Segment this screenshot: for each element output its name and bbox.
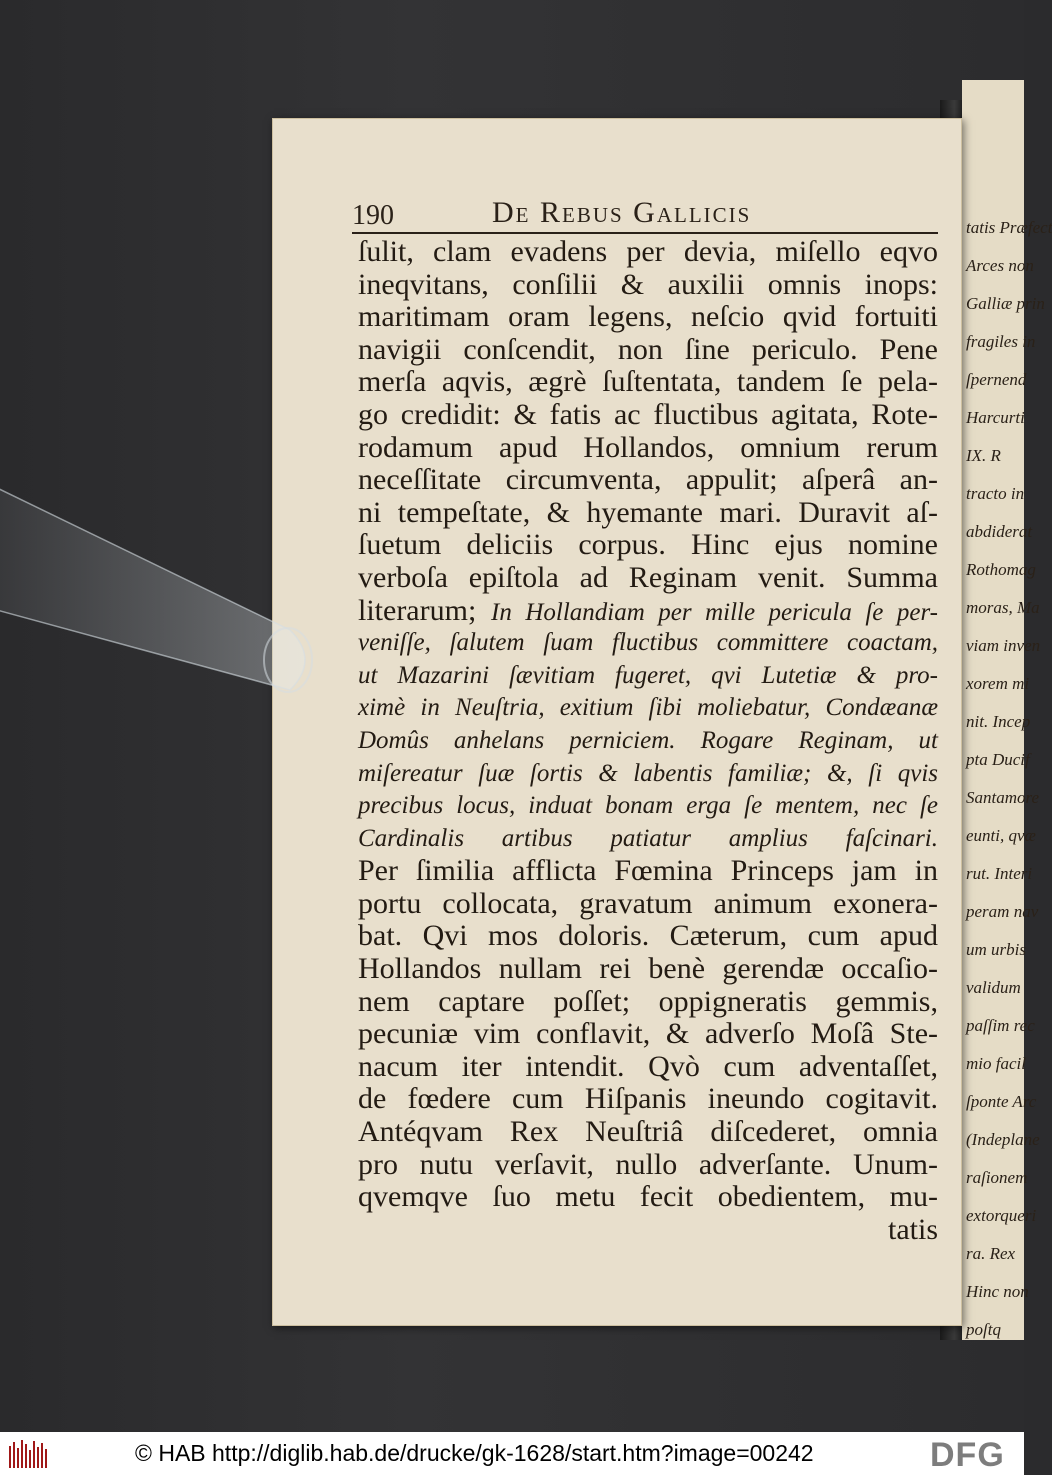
facing-page-line: IX. R — [966, 446, 1001, 465]
text-line: Cardinalis artibus patiatur amplius faſcinari. — [358, 824, 938, 852]
facing-page-line: ſpernend — [966, 370, 1027, 389]
facing-page-line: (Indeplane — [966, 1130, 1040, 1149]
pointer-wand — [0, 440, 320, 700]
text-line: bat. Qvi mos doloris. Cæterum, cum apud — [358, 919, 938, 953]
facing-page-line: eunti, qvæ — [966, 826, 1036, 845]
text-line: ut Mazarini ſævitiam fugeret, qvi Lutetiæ & pro- — [358, 661, 938, 689]
text-line: portu collocata, gravatum animum exonera- — [358, 886, 938, 920]
text-line: veniſſe, ſalutem ſuam fluctibus committere coactam, — [358, 629, 938, 657]
text-line: precibus locus, induat bonam erga ſe mentem, nec ſe — [358, 792, 938, 820]
facing-page-line: nit. Incep — [966, 712, 1031, 731]
text-line: pecuniæ vim conflavit, & adverſo Moſâ Ste- — [358, 1017, 938, 1051]
text-line: navigii conſcendit, non ſine periculo. Pene — [358, 332, 938, 366]
text-line: verboſa epiſtola ad Reginam venit. Summa — [358, 560, 938, 594]
text-line: miſereatur ſuæ ſortis & labentis familiæ; &, ſi qvis — [358, 759, 938, 787]
facing-page-line: tracto in — [966, 484, 1025, 503]
facing-page-line: viam inven — [966, 636, 1041, 655]
text-line: go credidit: & fatis ac fluctibus agitata, Rote- — [358, 397, 938, 431]
text-line: de fœdere cum Hiſpanis ineundo cogitavit. — [358, 1082, 938, 1116]
text-line: qvemqve ſuo metu fecit obedientem, mu- — [358, 1180, 938, 1214]
facing-page-line: pta Ducif — [966, 750, 1030, 769]
facing-page-fragment — [962, 80, 1052, 1340]
text-line: Antéqvam Rex Neuſtriâ diſcederet, omnia — [358, 1115, 938, 1149]
italic-span: In Hollandiam per mille pericula ſe per- — [491, 598, 938, 626]
text-line: ximè in Neuſtria, exitium ſibi moliebatur, Condæanæ — [358, 694, 938, 722]
copyright-url: © HAB http://diglib.hab.de/drucke/gk-1628/start.htm?image=00242 — [135, 1440, 814, 1466]
running-title: De Rebus Gallicis — [492, 196, 752, 229]
text-line — [358, 595, 938, 628]
body-text — [358, 236, 938, 1246]
facing-page-line: Rothomag — [966, 560, 1036, 579]
text-line: Domûs anhelans perniciem. Rogare Reginam, ut — [358, 726, 938, 754]
text-line: ni tempeſtate, & hyemante mari. Duravit aſ- — [358, 495, 938, 529]
text-line: Per ſimilia afflicta Fœmina Princeps jam in — [358, 854, 938, 888]
facing-page-line: rut. Interi — [966, 864, 1033, 883]
facing-page-line: extorqueri — [966, 1206, 1037, 1225]
text-line: nem captare poſſet; oppigneratis gemmis, — [358, 984, 938, 1018]
text-line: maritimam oram legens, neſcio qvid fortuiti — [358, 300, 938, 334]
text-line: neceſſitate circumventa, appulit; aſperâ an- — [358, 463, 938, 497]
facing-page-line: poſtq — [966, 1320, 1001, 1339]
facing-page-line: xorem mi — [966, 674, 1030, 693]
facing-page-line: Galliæ prin — [966, 294, 1045, 313]
facing-page-line: paſſim rec — [966, 1016, 1035, 1035]
facing-page-line: um urbis — [966, 940, 1026, 959]
facing-page-line: abdiderat — [966, 522, 1033, 541]
text-line: pro nutu verſavit, nullo adverſante. Unum- — [358, 1147, 938, 1181]
footer-bar — [0, 1432, 1024, 1475]
facing-page-line: Arces non — [966, 256, 1034, 275]
text-line: rodamum apud Hollandos, omnium rerum — [358, 430, 938, 464]
text-line: ſuetum deliciis corpus. Hinc ejus nomine — [358, 528, 938, 562]
catchword: tatis — [888, 1212, 938, 1246]
facing-page-line: tatis Præfect — [966, 218, 1052, 237]
facing-page-line: Harcurti — [966, 408, 1025, 427]
facing-page-line: ſponte Arc — [966, 1092, 1037, 1111]
page-header — [352, 192, 938, 234]
facing-page-line: ra. Rex — [966, 1244, 1016, 1263]
page-number: 190 — [352, 200, 394, 231]
hab-barcode-logo — [8, 1438, 48, 1470]
text-line: ineqvitans, conſilii & auxilii omnis inops: — [358, 267, 938, 301]
facing-page-line: moras, Ma — [966, 598, 1040, 617]
text-line: ſulit, clam evadens per devia, miſello eqvo — [358, 235, 938, 268]
facing-page-line: fragiles in — [966, 332, 1036, 351]
facing-page-line: mio facil — [966, 1054, 1026, 1073]
facing-page-line: Santamore — [966, 788, 1040, 807]
text-line: merſa aqvis, ægrè ſuſtentata, tandem ſe pela- — [358, 365, 938, 399]
facing-page-line: validum — [966, 978, 1021, 997]
facing-page-line: peram nav — [966, 902, 1039, 921]
text-line: Hollandos nullam rei benè gerendæ occaſio- — [358, 952, 938, 986]
dfg-logo: DFG — [930, 1436, 1005, 1474]
text-line: nacum iter intendit. Qvò cum adventaſſet, — [358, 1049, 938, 1083]
facing-page-line: raſionem — [966, 1168, 1028, 1187]
facing-page-line: Hinc non — [966, 1282, 1029, 1301]
text-span: literarum; — [358, 593, 492, 627]
